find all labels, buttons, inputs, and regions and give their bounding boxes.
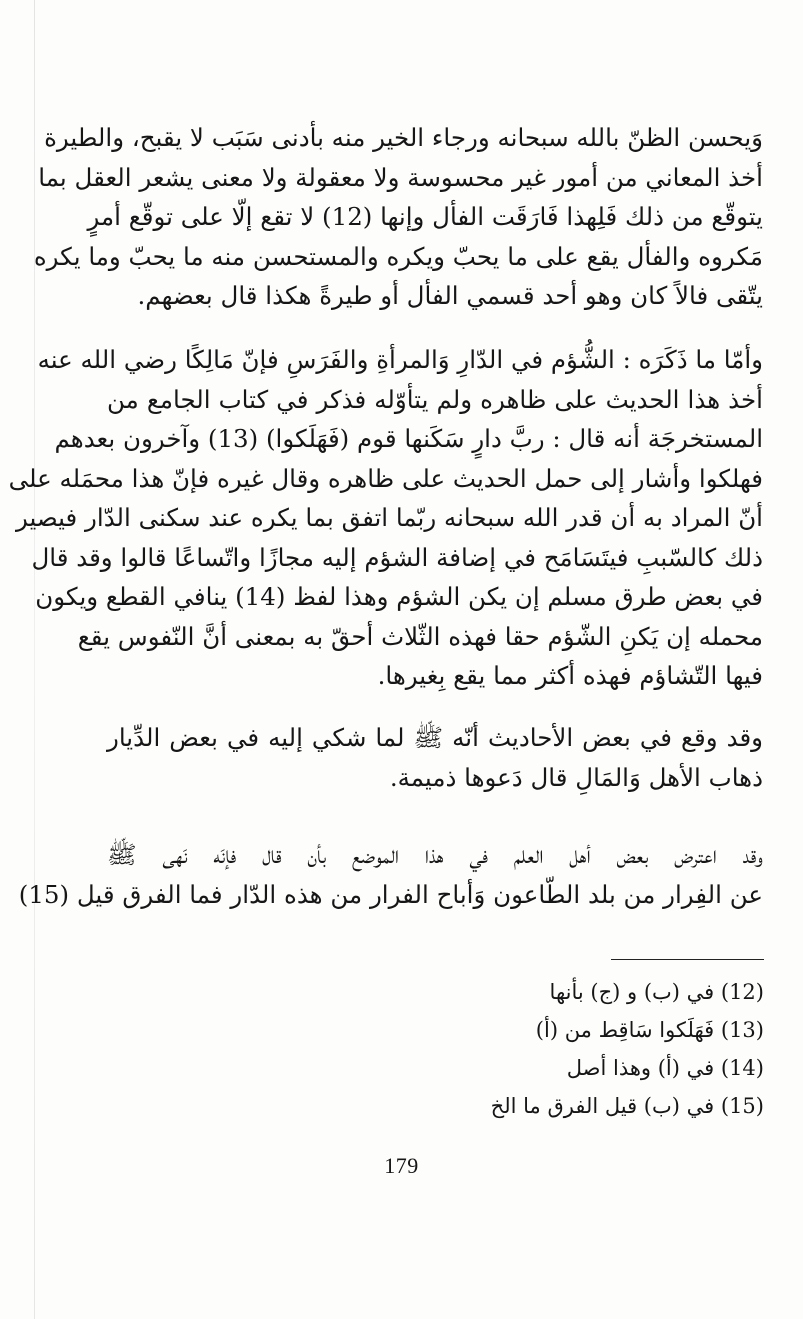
footnote-14: (14) في (أ) وهذا أصل (566, 1056, 764, 1080)
text-line: وأمّا ما ذَكَرَه : الشُّؤم في الدّارِ وَالمرأةِ والفَرَسِ فإنّ مَالِكًا رضي الله عنه (37, 345, 763, 374)
text-line: وقد وقع في بعض الأحاديث أنّه ﷺ لما شكي إليه في بعض الدِّيار (107, 723, 763, 752)
paragraph-2 (8, 340, 763, 696)
paragraph-4 (18, 835, 763, 914)
page-number: 179 (384, 1153, 419, 1178)
paragraph-3 (107, 718, 763, 797)
text-line: ذهاب الأهل وَالمَالِ قال دَعوها ذميمة. (389, 762, 763, 792)
footnote-13: (13) فَهَلَكوا سَاقِط من (أ) (535, 1018, 764, 1042)
text-line: المستخرجَة أنه قال : ربَّ دارٍ سَكَنها قوم (فَهَلَكوا) (13) وآخرون بعدهم (54, 424, 763, 453)
footnotes (360, 973, 764, 1125)
text-line: ذلك كالسّببِ فيتَسَامَح في إضافة الشؤم إليه مجازًا واتّساعًا قالوا وقد قال (31, 542, 763, 572)
footnote-separator (611, 959, 764, 960)
text-line: وَيحسن الظنّ بالله سبحانه ورجاء الخير منه بأدنى سَبَب لا يقبح، والطيرة (44, 123, 763, 152)
text-line: مَكروه والفأل يقع على ما يحبّ ويكره والمستحسن منه ما يحبّ وما يكره (33, 241, 763, 271)
scan-edge (34, 0, 35, 1319)
text-line: أخذ هذا الحديث على ظاهره ولم يتأوّله فذكر في كتاب الجامع من (107, 384, 763, 414)
text-line: وقد اعترض بعض أهل العلم في هذا الموضع بأن قال فإنَه نَهى ﷺ (107, 840, 763, 869)
text-line: يتّقى فالاً كان وهو أحد قسمي الفأل أو طيرةً هكذا قال بعضهم. (137, 281, 763, 310)
text-line: محمله إن يَكنِ الشّؤم حقا فهذه الثّلاث أحقّ به بمعنى أنَّ النّفوس يقع (77, 621, 763, 651)
text-line: أنّ المراد به أن قدر الله سبحانه ربّما اتفق بما يكره عند سكنى الدّار فيصير (16, 503, 763, 532)
text-line: فهلكوا وأشار إلى حمل الحديث على ظاهره وقال غيره فإنّ هذا محمَله على (8, 463, 763, 493)
footnote-12: (12) في (ب) و (ج) بأنها (549, 980, 764, 1004)
footnote-15: (15) في (ب) قيل الفرق ما الخ (490, 1094, 764, 1118)
text-line: في بعض طرق مسلم إن يكن الشؤم وهذا لفظ (14) ينافي القطع ويكون (35, 582, 763, 611)
text-line: يتوقّع من ذلك فَلِهذا فَارَقَت الفأل وإنها (12) لا تقع إلّا على توقّع أمرٍ (87, 202, 763, 231)
paragraph-1 (33, 118, 763, 316)
text-line: عن الفِرار من بلد الطّاعون وَأباح الفرار من هذه الدّار فما الفرق قيل (15) (18, 879, 763, 909)
text-line: فيها التّشاؤم فهذه أكثر مما يقع بِغيرها. (377, 661, 763, 690)
text-line: أخذ المعاني من أمور غير محسوسة ولا معقولة ولا معنى يشعر العقل بما (38, 162, 763, 192)
